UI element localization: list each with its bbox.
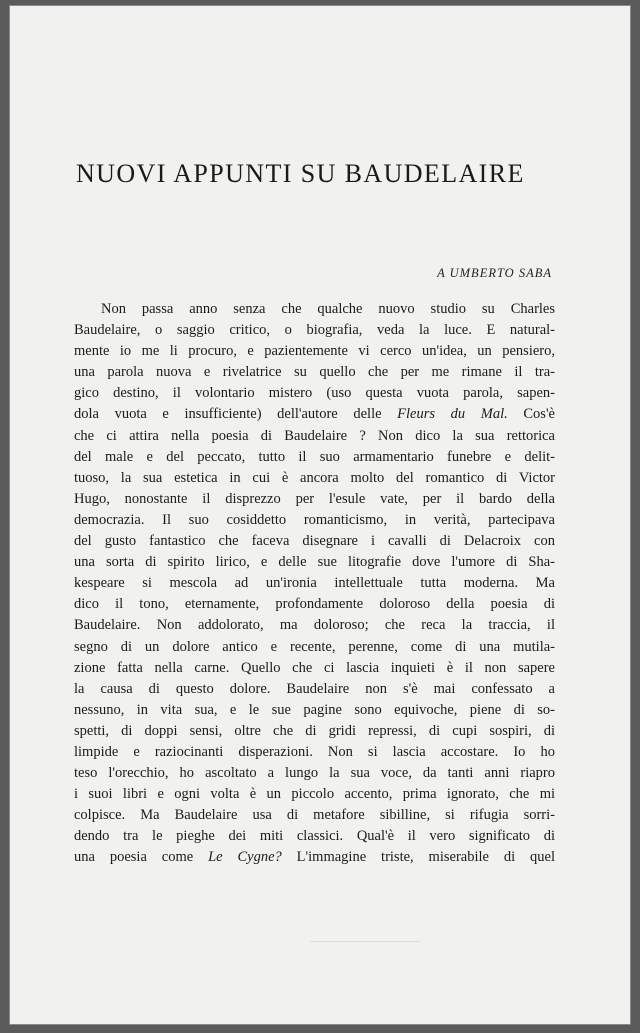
text-line	[74, 362, 555, 383]
text-line	[74, 447, 555, 468]
text-segment: Hugo, nonostante il disprezzo per l'esule vate, per il bardo della	[74, 490, 555, 507]
text-line	[74, 573, 555, 594]
text-segment: mente io me li procuro, e pazientemente vi cerco un'idea, un pensiero,	[74, 343, 555, 360]
text-segment: spetti, di doppi sensi, oltre che di gridi repressi, di cupi sospiri, di	[74, 722, 555, 739]
text-segment: una sorta di spirito lirico, e delle sue litografie dove l'umore di Sha-	[74, 554, 555, 571]
text-segment: una parola nuova e rivelatrice su quello che per me rimane il tra-	[74, 364, 555, 381]
text-segment: Baudelaire. Non addolorato, ma doloroso; che reca la traccia, il	[74, 617, 555, 634]
text-segment: dico il tono, eternamente, profondamente doloroso della poesia di	[74, 596, 555, 613]
text-line	[74, 700, 555, 721]
text-segment: Cos'è	[507, 406, 555, 423]
text-line	[74, 426, 555, 447]
text-line	[74, 637, 555, 658]
page-title: NUOVI APPUNTI SU BAUDELAIRE	[76, 159, 525, 188]
text-line	[74, 531, 555, 552]
text-line	[74, 489, 555, 510]
text-segment: del gusto fantastico che faceva disegnare i cavalli di Delacroix con	[74, 533, 555, 550]
text-segment: zione fatta nella carne. Quello che ci lascia inquieti è il non sapere	[74, 659, 555, 676]
text-segment: del male e del peccato, tutto il suo armamentario funebre e delit-	[74, 448, 555, 465]
text-segment: teso l'orecchio, ho ascoltato a lungo la sua voce, da tanti anni riapro	[74, 765, 555, 782]
text-segment: limpide e raziocinanti disperazioni. Non si lascia accostare. Io ho	[74, 743, 555, 760]
text-line	[74, 552, 555, 573]
italic-title: Fleurs du Mal.	[397, 406, 508, 423]
text-line	[74, 658, 555, 679]
text-line	[74, 826, 555, 847]
text-line	[74, 721, 555, 742]
text-line	[74, 510, 555, 531]
text-line	[74, 299, 555, 320]
text-segment: dola vuota e insufficiente) dell'autore delle	[74, 406, 398, 423]
text-line	[74, 784, 555, 805]
text-segment: Non passa anno senza che qualche nuovo studio su Charles	[101, 301, 555, 317]
document-page	[9, 5, 631, 1025]
text-segment: la causa di questo dolore. Baudelaire non s'è mai confessato a	[74, 680, 555, 697]
italic-title: Le Cygne?	[208, 849, 282, 866]
text-segment: democrazia. Il suo cosiddetto romanticismo, in verità, partecipava	[74, 511, 555, 528]
text-line	[74, 763, 555, 784]
body-paragraph	[74, 299, 555, 869]
text-line	[74, 404, 555, 425]
text-line	[74, 805, 555, 826]
text-line	[74, 320, 555, 341]
text-line	[74, 615, 555, 636]
faint-rule	[310, 941, 420, 942]
text-line	[74, 341, 555, 362]
text-segment: nessuno, in vita sua, e le sue pagine sono equivoche, piene di so-	[74, 701, 555, 718]
text-line	[74, 679, 555, 700]
text-segment: segno di un dolore antico e recente, perenne, come di una mutila-	[74, 638, 555, 655]
text-line	[74, 847, 555, 868]
text-line	[74, 742, 555, 763]
text-segment: gico destino, il volontario mistero (uso questa vuota parola, sapen-	[74, 385, 555, 402]
text-line	[74, 594, 555, 615]
text-segment: colpisce. Ma Baudelaire usa di metafore sibilline, si rifugia sorri-	[74, 807, 555, 824]
text-line	[74, 468, 555, 489]
text-segment: L'immagine triste, miserabile di quel	[281, 849, 555, 866]
text-segment: tuoso, la sua estetica in cui è ancora molto del romantico di Victor	[74, 469, 555, 486]
text-segment: Baudelaire, o saggio critico, o biografia, veda la luce. E natural-	[74, 322, 555, 339]
text-line	[74, 383, 555, 404]
text-segment: kespeare si mescola ad un'ironia intellettuale tutta moderna. Ma	[74, 575, 555, 592]
dedication: A UMBERTO SABA	[437, 266, 552, 280]
text-segment: dendo tra le pieghe dei miti classici. Qual'è il vero significato di	[74, 828, 555, 845]
text-segment: una poesia come	[74, 849, 209, 866]
text-segment: i suoi libri e ogni volta è un piccolo accento, prima ignorato, che mi	[74, 786, 555, 803]
text-segment: che ci attira nella poesia di Baudelaire ? Non dico la sua rettorica	[74, 427, 555, 444]
